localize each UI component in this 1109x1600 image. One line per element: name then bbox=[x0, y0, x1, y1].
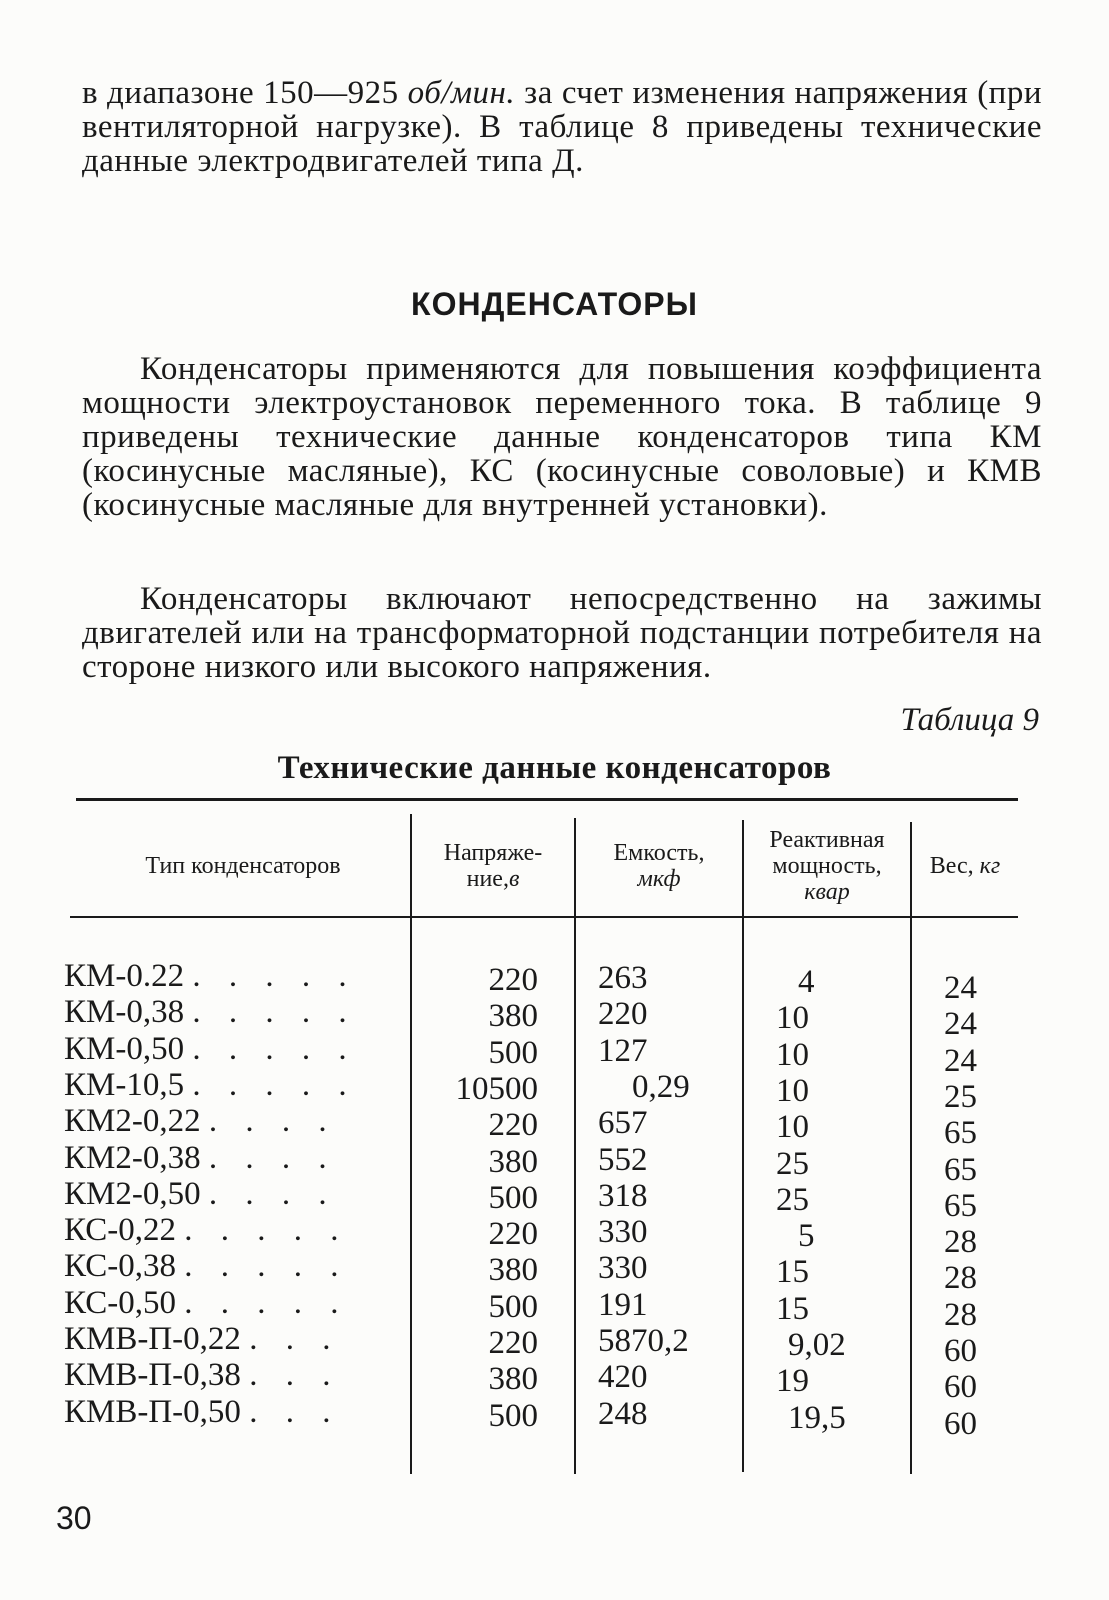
row-voltage: 500 bbox=[488, 1034, 538, 1071]
header-weight-unit: кг bbox=[979, 853, 1001, 879]
row-weight: 28 bbox=[944, 1260, 977, 1297]
row-weight: 28 bbox=[944, 1224, 977, 1261]
row-type-cell bbox=[64, 1103, 384, 1140]
header-power-unit: квар bbox=[804, 879, 850, 905]
row-type: КМ2-0,50 bbox=[64, 1175, 201, 1212]
row-weight: 25 bbox=[944, 1078, 977, 1115]
row-power: 10 bbox=[776, 1000, 809, 1037]
row-type-cell bbox=[64, 1394, 384, 1431]
intro-text-b: за счет изменения напряжения (при вентиляторной нагрузке). В таблице 8 приведены технические данные электродвигателей типа Д. bbox=[82, 75, 1043, 179]
header-capacity bbox=[576, 820, 742, 912]
row-type-cell bbox=[64, 1031, 384, 1068]
paragraph-1: Конденсаторы применяются для повышения коэффициента мощности электроустановок переменного тока. В таблице 9 приведены технические данные конденсаторов типа КМ (косинусные масляные), КС (косинусные соволовые) и КМВ (косинусные масляные для внутренней установки). bbox=[82, 351, 1042, 523]
header-voltage-label: Напряже- bbox=[443, 840, 543, 866]
row-weight: 24 bbox=[944, 970, 977, 1006]
row-voltage: 380 bbox=[488, 1252, 538, 1289]
row-voltage: 380 bbox=[488, 1361, 538, 1398]
row-power: 5 bbox=[798, 1218, 815, 1255]
row-voltage: 220 bbox=[488, 1216, 538, 1253]
row-weight: 60 bbox=[944, 1333, 977, 1369]
row-weight: 65 bbox=[944, 1151, 977, 1188]
row-type-cell bbox=[64, 1212, 384, 1249]
row-type-cell bbox=[64, 1357, 384, 1394]
row-type: КС-0,38 bbox=[64, 1248, 176, 1285]
row-power: 15 bbox=[776, 1254, 809, 1291]
row-type: КМ-0,50 bbox=[64, 1030, 185, 1067]
header-weight bbox=[912, 820, 1018, 912]
column-divider-3 bbox=[742, 820, 744, 1472]
row-voltage: 220 bbox=[488, 1325, 538, 1361]
row-leader-dots: . . . . . bbox=[192, 994, 357, 1031]
row-voltage: 380 bbox=[488, 1143, 538, 1180]
row-leader-dots: . . . bbox=[249, 1357, 341, 1394]
row-power: 25 bbox=[776, 1145, 809, 1182]
row-voltage: 380 bbox=[488, 998, 538, 1035]
row-capacity: 330 bbox=[598, 1250, 648, 1287]
row-type: КМВ-П-0,50 bbox=[64, 1393, 241, 1430]
table-top-rule bbox=[76, 798, 1018, 801]
row-type-cell bbox=[64, 1321, 384, 1358]
row-weight: 60 bbox=[944, 1369, 977, 1406]
row-leader-dots: . . . . bbox=[208, 1139, 337, 1176]
row-capacity: 420 bbox=[598, 1359, 648, 1396]
column-divider-1 bbox=[410, 814, 412, 1474]
paragraph-2: Конденсаторы включают непосредственно на зажимы двигателей или на трансформаторной подстанции потребителя на стороне низкого или высокого напряжения. bbox=[82, 581, 1042, 685]
row-voltage: 500 bbox=[488, 1288, 538, 1325]
row-capacity: 330 bbox=[598, 1214, 648, 1251]
row-capacity: 220 bbox=[598, 996, 648, 1033]
row-weight: 65 bbox=[944, 1115, 977, 1152]
table-number: Таблица 9 bbox=[900, 702, 1039, 738]
row-capacity: 191 bbox=[598, 1286, 648, 1323]
header-capacity-label: Емкость, bbox=[613, 840, 705, 866]
row-capacity: 552 bbox=[598, 1141, 648, 1178]
row-type: КМВ-П-0,22 bbox=[64, 1321, 241, 1357]
header-voltage-unit: в bbox=[508, 866, 520, 892]
row-leader-dots: . . . . . bbox=[184, 1212, 349, 1249]
row-capacity: 5870,2 bbox=[598, 1323, 689, 1359]
header-type-label: Тип конденсаторов bbox=[145, 853, 341, 879]
row-type: КМ-10,5 bbox=[64, 1066, 185, 1103]
table-header-rule bbox=[70, 916, 1018, 918]
row-type-cell bbox=[64, 1140, 384, 1177]
intro-paragraph bbox=[82, 76, 1042, 178]
row-weight: 24 bbox=[944, 1042, 977, 1079]
row-type-cell bbox=[64, 1067, 384, 1104]
header-capacity-unit: мкф bbox=[637, 866, 681, 892]
row-capacity: 657 bbox=[598, 1105, 648, 1142]
header-power-label-2: мощность, bbox=[772, 853, 882, 879]
row-type: КМВ-П-0,38 bbox=[64, 1357, 241, 1394]
row-type-cell bbox=[64, 1176, 384, 1213]
header-weight-label: Вес, bbox=[929, 853, 980, 879]
row-weight: 24 bbox=[944, 1006, 977, 1043]
row-leader-dots: . . . . . bbox=[192, 958, 357, 994]
row-leader-dots: . . . bbox=[249, 1393, 341, 1430]
row-type: КМ-0.22 bbox=[64, 958, 185, 994]
row-type-cell bbox=[64, 994, 384, 1031]
row-voltage: 10500 bbox=[455, 1070, 538, 1107]
row-leader-dots: . . . bbox=[249, 1321, 341, 1357]
row-leader-dots: . . . . bbox=[208, 1175, 337, 1212]
row-power: 10 bbox=[776, 1072, 809, 1109]
row-power: 15 bbox=[776, 1290, 809, 1327]
row-weight: 65 bbox=[944, 1187, 977, 1224]
header-power-label: Реактивная bbox=[769, 827, 885, 853]
row-type: КС-0,50 bbox=[64, 1284, 176, 1321]
row-weight: 28 bbox=[944, 1296, 977, 1333]
row-capacity: 0,29 bbox=[632, 1068, 690, 1105]
row-capacity: 263 bbox=[598, 960, 648, 996]
row-leader-dots: . . . . . bbox=[184, 1248, 349, 1285]
page-number: 30 bbox=[56, 1500, 92, 1536]
row-power: 19,5 bbox=[788, 1399, 846, 1436]
row-voltage: 500 bbox=[488, 1179, 538, 1216]
intro-unit: об/мин. bbox=[407, 75, 516, 111]
row-leader-dots: . . . . . bbox=[184, 1284, 349, 1321]
row-capacity: 248 bbox=[598, 1395, 648, 1432]
header-voltage-label-2: ние, bbox=[466, 866, 509, 892]
row-power: 9,02 bbox=[788, 1327, 846, 1363]
row-voltage: 220 bbox=[488, 1107, 538, 1144]
header-type bbox=[76, 820, 410, 912]
row-type-cell bbox=[64, 1248, 384, 1285]
row-leader-dots: . . . . . bbox=[192, 1030, 357, 1067]
row-type: КС-0,22 bbox=[64, 1212, 176, 1249]
row-power: 10 bbox=[776, 1036, 809, 1073]
row-power: 10 bbox=[776, 1109, 809, 1146]
row-leader-dots: . . . . . bbox=[192, 1066, 357, 1103]
column-divider-2 bbox=[574, 818, 576, 1474]
header-power bbox=[744, 820, 910, 912]
row-type: КМ-0,38 bbox=[64, 994, 185, 1031]
section-heading: КОНДЕНСАТОРЫ bbox=[411, 286, 698, 322]
header-voltage bbox=[412, 820, 574, 912]
row-type-cell bbox=[64, 958, 384, 995]
row-type: КМ2-0,22 bbox=[64, 1103, 201, 1140]
row-weight: 60 bbox=[944, 1405, 977, 1442]
row-type-cell bbox=[64, 1285, 384, 1322]
row-capacity: 127 bbox=[598, 1032, 648, 1069]
row-type: КМ2-0,38 bbox=[64, 1139, 201, 1176]
row-power: 25 bbox=[776, 1181, 809, 1218]
row-power: 4 bbox=[798, 964, 815, 1000]
row-power: 19 bbox=[776, 1363, 809, 1400]
row-voltage: 220 bbox=[488, 962, 538, 998]
table-title: Технические данные конденсаторов bbox=[277, 750, 832, 786]
row-voltage: 500 bbox=[488, 1397, 538, 1434]
column-divider-4 bbox=[910, 822, 912, 1474]
row-leader-dots: . . . . bbox=[208, 1103, 337, 1140]
intro-text-a: в диапазоне 150—925 bbox=[82, 75, 408, 111]
row-capacity: 318 bbox=[598, 1177, 648, 1214]
